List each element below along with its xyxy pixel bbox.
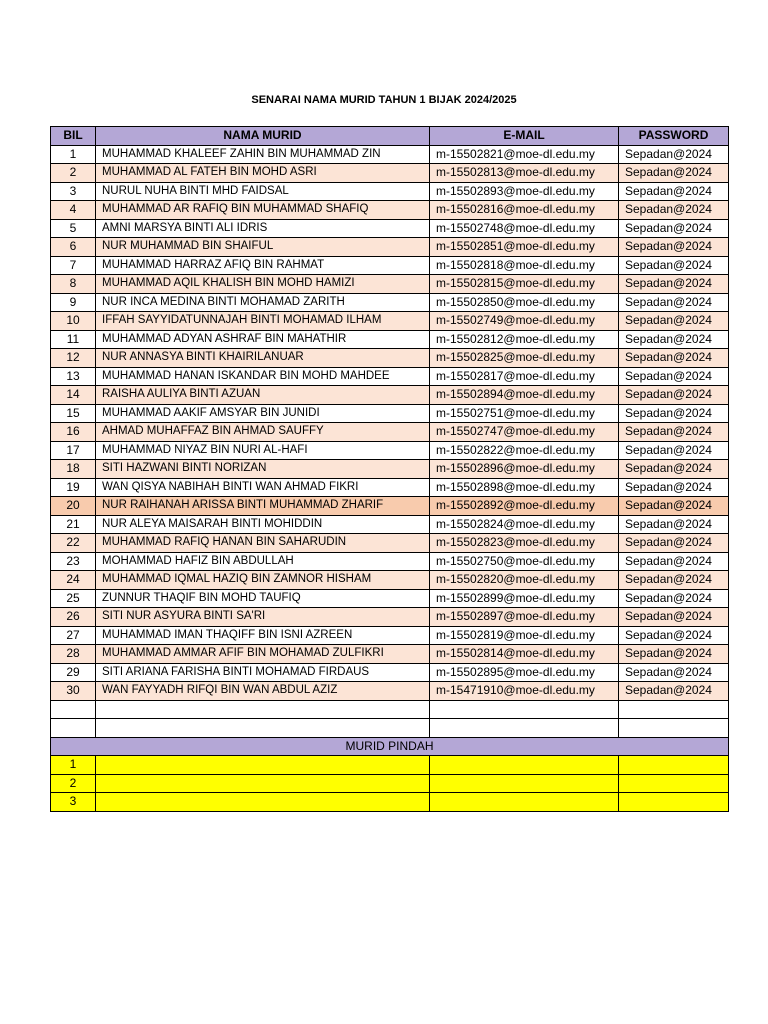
email-cell[interactable]: m-15502812@moe-dl.edu.my — [430, 330, 619, 349]
email-cell[interactable]: m-15502821@moe-dl.edu.my — [430, 145, 619, 164]
bil-cell[interactable]: 10 — [51, 312, 96, 331]
password-cell[interactable]: Sepadan@2024 — [619, 552, 729, 571]
email-cell[interactable]: m-15502813@moe-dl.edu.my — [430, 164, 619, 183]
table-row — [51, 367, 729, 386]
password-cell[interactable]: Sepadan@2024 — [619, 589, 729, 608]
bil-cell[interactable]: 9 — [51, 293, 96, 312]
table-row — [51, 534, 729, 553]
name-cell[interactable]: NURUL NUHA BINTI MHD FAIDSAL — [96, 182, 430, 201]
password-cell[interactable]: Sepadan@2024 — [619, 312, 729, 331]
password-cell[interactable]: Sepadan@2024 — [619, 367, 729, 386]
name-cell[interactable]: NUR ANNASYA BINTI KHAIRILANUAR — [96, 349, 430, 368]
name-cell[interactable]: NUR MUHAMMAD BIN SHAIFUL — [96, 238, 430, 257]
email-cell[interactable]: m-15502749@moe-dl.edu.my — [430, 312, 619, 331]
pindah-empty-cell[interactable] — [96, 774, 430, 793]
name-cell[interactable]: SITI NUR ASYURA BINTI SA'RI — [96, 608, 430, 627]
table-row — [51, 312, 729, 331]
email-cell[interactable]: m-15502818@moe-dl.edu.my — [430, 256, 619, 275]
name-cell[interactable]: NUR RAIHANAH ARISSA BINTI MUHAMMAD ZHARIF — [96, 497, 430, 516]
table-row — [51, 330, 729, 349]
table-row — [51, 626, 729, 645]
password-cell[interactable]: Sepadan@2024 — [619, 497, 729, 516]
email-cell[interactable]: m-15502820@moe-dl.edu.my — [430, 571, 619, 590]
table-row — [51, 182, 729, 201]
email-cell[interactable]: m-15502815@moe-dl.edu.my — [430, 275, 619, 294]
name-cell[interactable]: MUHAMMAD AAKIF AMSYAR BIN JUNIDI — [96, 404, 430, 423]
empty-cell[interactable] — [619, 700, 729, 719]
empty-cell[interactable] — [96, 700, 430, 719]
name-cell[interactable]: MUHAMMAD AL FATEH BIN MOHD ASRI — [96, 164, 430, 183]
bil-cell[interactable]: 18 — [51, 460, 96, 479]
password-cell[interactable]: Sepadan@2024 — [619, 219, 729, 238]
email-cell[interactable]: m-15502750@moe-dl.edu.my — [430, 552, 619, 571]
table-row — [51, 478, 729, 497]
pindah-bil-cell[interactable]: 2 — [51, 774, 96, 793]
name-cell[interactable]: ZUNNUR THAQIF BIN MOHD TAUFIQ — [96, 589, 430, 608]
name-cell[interactable]: MUHAMMAD AQIL KHALISH BIN MOHD HAMIZI — [96, 275, 430, 294]
name-cell[interactable]: AMNI MARSYA BINTI ALI IDRIS — [96, 219, 430, 238]
header-email[interactable]: E-MAIL — [430, 127, 619, 146]
table-row — [51, 515, 729, 534]
email-cell[interactable]: m-15502850@moe-dl.edu.my — [430, 293, 619, 312]
header-row — [51, 127, 729, 146]
bil-cell[interactable]: 30 — [51, 682, 96, 701]
table-row — [51, 238, 729, 257]
bil-cell[interactable]: 13 — [51, 367, 96, 386]
bil-cell[interactable]: 7 — [51, 256, 96, 275]
password-cell[interactable]: Sepadan@2024 — [619, 404, 729, 423]
sheet-title: SENARAI NAMA MURID TAHUN 1 BIJAK 2024/2025 — [251, 94, 517, 106]
bil-cell[interactable]: 15 — [51, 404, 96, 423]
email-cell[interactable]: m-15502824@moe-dl.edu.my — [430, 515, 619, 534]
bil-cell[interactable]: 6 — [51, 238, 96, 257]
pindah-empty-cell[interactable] — [619, 793, 729, 812]
password-cell[interactable]: Sepadan@2024 — [619, 293, 729, 312]
section-row — [51, 737, 729, 756]
name-cell[interactable]: MUHAMMAD KHALEEF ZAHIN BIN MUHAMMAD ZIN — [96, 145, 430, 164]
name-cell[interactable]: MUHAMMAD NIYAZ BIN NURI AL-HAFI — [96, 441, 430, 460]
table-row — [51, 663, 729, 682]
name-cell[interactable]: MUHAMMAD RAFIQ HANAN BIN SAHARUDIN — [96, 534, 430, 553]
empty-cell[interactable] — [51, 700, 96, 719]
name-cell[interactable]: NUR ALEYA MAISARAH BINTI MOHIDDIN — [96, 515, 430, 534]
name-cell[interactable]: NUR INCA MEDINA BINTI MOHAMAD ZARITH — [96, 293, 430, 312]
empty-cell[interactable] — [430, 700, 619, 719]
pindah-bil-cell[interactable]: 1 — [51, 756, 96, 775]
pindah-empty-cell[interactable] — [430, 774, 619, 793]
email-cell[interactable]: m-15502748@moe-dl.edu.my — [430, 219, 619, 238]
email-cell[interactable]: m-15502851@moe-dl.edu.my — [430, 238, 619, 257]
table-row — [51, 349, 729, 368]
password-cell[interactable]: Sepadan@2024 — [619, 460, 729, 479]
email-cell[interactable]: m-15502816@moe-dl.edu.my — [430, 201, 619, 220]
email-cell[interactable]: m-15502825@moe-dl.edu.my — [430, 349, 619, 368]
table-row — [51, 682, 729, 701]
table-row — [51, 571, 729, 590]
pindah-empty-cell[interactable] — [619, 774, 729, 793]
password-cell[interactable]: Sepadan@2024 — [619, 682, 729, 701]
bil-cell[interactable]: 14 — [51, 386, 96, 405]
password-cell[interactable]: Sepadan@2024 — [619, 571, 729, 590]
password-cell[interactable]: Sepadan@2024 — [619, 534, 729, 553]
email-cell[interactable]: m-15471910@moe-dl.edu.my — [430, 682, 619, 701]
name-cell[interactable]: WAN QISYA NABIHAH BINTI WAN AHMAD FIKRI — [96, 478, 430, 497]
password-cell[interactable]: Sepadan@2024 — [619, 275, 729, 294]
table-row — [51, 293, 729, 312]
name-cell[interactable]: SITI HAZWANI BINTI NORIZAN — [96, 460, 430, 479]
header-bil[interactable]: BIL — [51, 127, 96, 146]
pindah-empty-cell[interactable] — [96, 793, 430, 812]
email-cell[interactable]: m-15502896@moe-dl.edu.my — [430, 460, 619, 479]
bil-cell[interactable]: 28 — [51, 645, 96, 664]
password-cell[interactable]: Sepadan@2024 — [619, 164, 729, 183]
name-cell[interactable]: MUHAMMAD IMAN THAQIFF BIN ISNI AZREEN — [96, 626, 430, 645]
email-cell[interactable]: m-15502892@moe-dl.edu.my — [430, 497, 619, 516]
email-cell[interactable]: m-15502893@moe-dl.edu.my — [430, 182, 619, 201]
pindah-empty-cell[interactable] — [619, 756, 729, 775]
name-cell[interactable]: MUHAMMAD AMMAR AFIF BIN MOHAMAD ZULFIKRI — [96, 645, 430, 664]
name-cell[interactable]: RAISHA AULIYA BINTI AZUAN — [96, 386, 430, 405]
bil-cell[interactable]: 16 — [51, 423, 96, 442]
bil-cell[interactable]: 20 — [51, 497, 96, 516]
name-cell[interactable]: MUHAMMAD IQMAL HAZIQ BIN ZAMNOR HISHAM — [96, 571, 430, 590]
table-row — [51, 589, 729, 608]
header-name[interactable]: NAMA MURID — [96, 127, 430, 146]
bil-cell[interactable]: 3 — [51, 182, 96, 201]
table-row — [51, 219, 729, 238]
email-cell[interactable]: m-15502823@moe-dl.edu.my — [430, 534, 619, 553]
bil-cell[interactable]: 25 — [51, 589, 96, 608]
password-cell[interactable]: Sepadan@2024 — [619, 145, 729, 164]
table-row — [51, 201, 729, 220]
email-cell[interactable]: m-15502747@moe-dl.edu.my — [430, 423, 619, 442]
password-cell[interactable]: Sepadan@2024 — [619, 349, 729, 368]
bil-cell[interactable]: 29 — [51, 663, 96, 682]
table-row — [51, 423, 729, 442]
table-row — [51, 497, 729, 516]
email-cell[interactable]: m-15502817@moe-dl.edu.my — [430, 367, 619, 386]
password-cell[interactable]: Sepadan@2024 — [619, 423, 729, 442]
bil-cell[interactable]: 21 — [51, 515, 96, 534]
bil-cell[interactable]: 11 — [51, 330, 96, 349]
pindah-row — [51, 774, 729, 793]
student-table — [50, 126, 729, 812]
empty-cell[interactable] — [619, 719, 729, 738]
empty-cell[interactable] — [51, 719, 96, 738]
table-row — [51, 275, 729, 294]
table-row — [51, 552, 729, 571]
bil-cell[interactable]: 26 — [51, 608, 96, 627]
table-row — [51, 460, 729, 479]
email-cell[interactable]: m-15502895@moe-dl.edu.my — [430, 663, 619, 682]
bil-cell[interactable]: 24 — [51, 571, 96, 590]
pindah-empty-cell[interactable] — [430, 793, 619, 812]
table-row — [51, 608, 729, 627]
name-cell[interactable]: AHMAD MUHAFFAZ BIN AHMAD SAUFFY — [96, 423, 430, 442]
pindah-row — [51, 793, 729, 812]
email-cell[interactable]: m-15502814@moe-dl.edu.my — [430, 645, 619, 664]
bil-cell[interactable]: 17 — [51, 441, 96, 460]
password-cell[interactable]: Sepadan@2024 — [619, 608, 729, 627]
password-cell[interactable]: Sepadan@2024 — [619, 478, 729, 497]
email-cell[interactable]: m-15502894@moe-dl.edu.my — [430, 386, 619, 405]
email-cell[interactable]: m-15502822@moe-dl.edu.my — [430, 441, 619, 460]
name-cell[interactable]: WAN FAYYADH RIFQI BIN WAN ABDUL AZIZ — [96, 682, 430, 701]
table-row — [51, 145, 729, 164]
bil-cell[interactable]: 19 — [51, 478, 96, 497]
table-row — [51, 164, 729, 183]
password-cell[interactable]: Sepadan@2024 — [619, 182, 729, 201]
password-cell[interactable]: Sepadan@2024 — [619, 256, 729, 275]
pindah-bil-cell[interactable]: 3 — [51, 793, 96, 812]
name-cell[interactable]: MUHAMMAD HANAN ISKANDAR BIN MOHD MAHDEE — [96, 367, 430, 386]
bil-cell[interactable]: 8 — [51, 275, 96, 294]
empty-row — [51, 719, 729, 738]
password-cell[interactable]: Sepadan@2024 — [619, 645, 729, 664]
email-cell[interactable]: m-15502898@moe-dl.edu.my — [430, 478, 619, 497]
table-row — [51, 404, 729, 423]
bil-cell[interactable]: 27 — [51, 626, 96, 645]
bil-cell[interactable]: 1 — [51, 145, 96, 164]
bil-cell[interactable]: 22 — [51, 534, 96, 553]
email-cell[interactable]: m-15502899@moe-dl.edu.my — [430, 589, 619, 608]
name-cell[interactable]: MUHAMMAD HARRAZ AFIQ BIN RAHMAT — [96, 256, 430, 275]
table-row — [51, 645, 729, 664]
pindah-row — [51, 756, 729, 775]
password-cell[interactable]: Sepadan@2024 — [619, 238, 729, 257]
table-row — [51, 256, 729, 275]
bil-cell[interactable]: 4 — [51, 201, 96, 220]
password-cell[interactable]: Sepadan@2024 — [619, 441, 729, 460]
empty-cell[interactable] — [430, 719, 619, 738]
pindah-empty-cell[interactable] — [96, 756, 430, 775]
bil-cell[interactable]: 5 — [51, 219, 96, 238]
password-cell[interactable]: Sepadan@2024 — [619, 330, 729, 349]
bil-cell[interactable]: 2 — [51, 164, 96, 183]
email-cell[interactable]: m-15502897@moe-dl.edu.my — [430, 608, 619, 627]
email-cell[interactable]: m-15502819@moe-dl.edu.my — [430, 626, 619, 645]
empty-cell[interactable] — [96, 719, 430, 738]
table-row — [51, 441, 729, 460]
name-cell[interactable]: MOHAMMAD HAFIZ BIN ABDULLAH — [96, 552, 430, 571]
password-cell[interactable]: Sepadan@2024 — [619, 515, 729, 534]
password-cell[interactable]: Sepadan@2024 — [619, 626, 729, 645]
password-cell[interactable]: Sepadan@2024 — [619, 201, 729, 220]
bil-cell[interactable]: 23 — [51, 552, 96, 571]
header-password[interactable]: PASSWORD — [619, 127, 729, 146]
name-cell[interactable]: MUHAMMAD ADYAN ASHRAF BIN MAHATHIR — [96, 330, 430, 349]
email-cell[interactable]: m-15502751@moe-dl.edu.my — [430, 404, 619, 423]
password-cell[interactable]: Sepadan@2024 — [619, 386, 729, 405]
pindah-empty-cell[interactable] — [430, 756, 619, 775]
name-cell[interactable]: MUHAMMAD AR RAFIQ BIN MUHAMMAD SHAFIQ — [96, 201, 430, 220]
section-label: MURID PINDAH — [51, 737, 729, 756]
name-cell[interactable]: IFFAH SAYYIDATUNNAJAH BINTI MOHAMAD ILHAM — [96, 312, 430, 331]
bil-cell[interactable]: 12 — [51, 349, 96, 368]
table-row — [51, 386, 729, 405]
password-cell[interactable]: Sepadan@2024 — [619, 663, 729, 682]
name-cell[interactable]: SITI ARIANA FARISHA BINTI MOHAMAD FIRDAUS — [96, 663, 430, 682]
empty-row — [51, 700, 729, 719]
